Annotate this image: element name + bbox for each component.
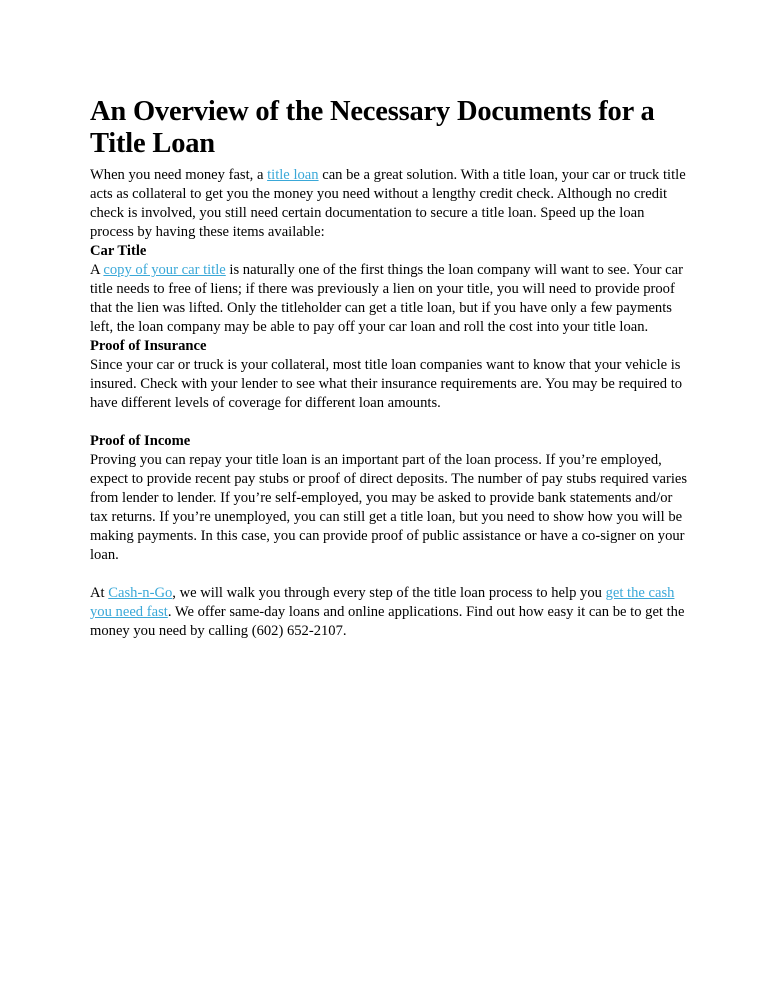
car-title-paragraph: [90, 261, 690, 337]
paragraph-spacer: [90, 413, 690, 432]
closing-text-start: At: [90, 585, 109, 601]
title-loan-link[interactable]: title loan: [267, 167, 319, 183]
intro-paragraph: [90, 166, 690, 242]
intro-text-start: When you need money fast, a: [90, 167, 268, 183]
income-paragraph: Proving you can repay your title loan is an important part of the loan process. If you’re employed, expect to provide recent pay stubs or proof of direct deposits. The number of pay stubs required varies from lender to lender. If you’re self-employed, you may be asked to provide bank statements and/or tax returns. If you’re unemployed, you can still get a title loan, but you need to show how you will be making payments. In this case, you can provide proof of public assistance or have a co-signer on your loan.: [90, 452, 688, 563]
closing-text-middle: , we will walk you through every step of the title loan process to help you: [172, 585, 606, 601]
document-page: [90, 96, 690, 641]
section-heading-car-title: Car Title: [90, 243, 147, 259]
car-title-text-start: A: [90, 262, 104, 278]
car-title-text-end: is naturally one of the first things the loan company will want to see. Your car title needs to free of liens; if there was previously a lien on your title, you will need to provide proof that the lien was lifted. Only the titleholder can get a title loan, but if you have only a few payments left, the loan company may be able to pay off your car loan and roll the cost into your title loan.: [90, 262, 683, 335]
paragraph-spacer: [90, 565, 690, 584]
section-heading-insurance: Proof of Insurance: [90, 338, 207, 354]
closing-paragraph: [90, 584, 690, 641]
page-title: An Overview of the Necessary Documents for a Title Loan: [90, 96, 655, 159]
intro-text-end: can be a great solution. With a title loan, your car or truck title acts as collateral to get you the money you need without a lengthy credit check. Although no credit check is involved, you still need certain documentation to secure a title loan. Speed up the loan process by having these items available:: [90, 167, 686, 240]
closing-text-end: . We offer same-day loans and online applications. Find out how easy it can be to get the money you need by calling (602) 652-2107.: [90, 604, 685, 639]
section-heading-income: Proof of Income: [90, 433, 191, 449]
car-title-copy-link[interactable]: copy of your car title: [103, 262, 226, 278]
cash-n-go-link[interactable]: Cash-n-Go: [108, 585, 173, 601]
insurance-paragraph: Since your car or truck is your collateral, most title loan companies want to know that your vehicle is insured. Check with your lender to see what their insurance requirements are. You may be required to have different levels of coverage for different loan amounts.: [90, 357, 683, 411]
get-cash-fast-link[interactable]: get the cash you need fast: [90, 585, 675, 620]
